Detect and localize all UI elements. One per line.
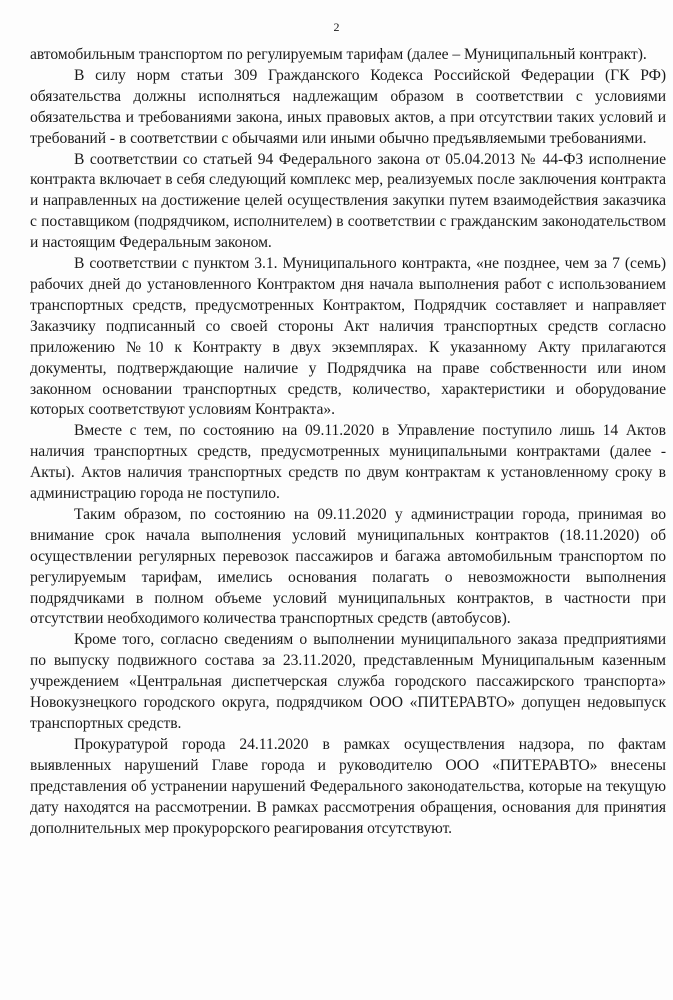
paragraph-dispatch-service: Кроме того, согласно сведениям о выполнении муниципального заказа предприятиями по выпуску подвижного состава за 23.11.2020, представленным Муниципальным казенным учреждением «Центральная диспетчерская служба городского пассажирского транспорта» Новокузнецкого городского округа, подрядчиком ООО «ПИТЕРАВТО» допущен недовыпуск транспортных средств. — [30, 631, 666, 732]
paragraph-conclusion: Таким образом, по состоянию на 09.11.2020 у администрации города, принимая во внимание срок начала выполнения условий муниципальных контрактов (18.11.2020) об осуществлении регулярных перевозок пассажиров и багажа автомобильным транспортом по регулируемым тарифам, имелись основания полагать о невозможности выполнения подрядчиками в полном объеме условий муниципальных контрактов, в частности при отсутствии необходимого количества транспортных средств (автобусов). — [30, 505, 666, 628]
paragraph-civil-code: В силу норм статьи 309 Гражданского Кодекса Российской Федерации (ГК РФ) обязательства должны исполняться надлежащим образом в соответствии с условиями обязательства и требованиями закона, иных правовых актов, а при отсутствии таких условий и требований - в соответствии с обычаями или иными обычно предъявляемыми требованиями. — [30, 66, 666, 147]
page-number: 2 — [333, 20, 340, 34]
paragraph-prosecutor-actions: Прокуратурой города 24.11.2020 в рамках осуществления надзора, по фактам выявленных нарушений Главе города и руководителю ООО «ПИТЕРАВТО» внесены представления об устранении нарушений Федерального законодательства, которые на текущую дату находятся на рассмотрении. В рамках рассмотрения обращения, основания для принятия дополнительных мер прокурорского реагирования отсутствуют. — [30, 735, 666, 837]
paragraph-continuation: автомобильным транспортом по регулируемым тарифам (далее – Муниципальный контракт). — [30, 46, 647, 63]
paragraph-acts-received: Вместе с тем, по состоянию на 09.11.2020 в Управление поступило лишь 14 Актов наличия транспортных средств, предусмотренных муниципальными контрактами (далее - Акты). Актов наличия транспортных средств по двум контрактам к установленному сроку в администрацию города не поступило. — [30, 422, 666, 503]
paragraph-contract-clause: В соответствии с пунктом 3.1. Муниципального контракта, «не позднее, чем за 7 (семь) рабочих дней до установленного Контрактом дня начала выполнения работ с использованием транспортных средств, предусмотренных Контрактом, Подрядчик составляет и направляет Заказчику подписанный со своей стороны Акт наличия транспортных средств согласно приложению №10 к Контракту в двух экземплярах. К указанному Акту прилагаются документы, подтверждающие наличие у Подрядчика на праве собственности или ином законном основании транспортных средств, количество, характеристики и оборудование которых соответствуют условиям Контракта». — [30, 255, 666, 419]
document-body — [30, 45, 666, 839]
paragraph-federal-law: В соответствии со статьей 94 Федерального закона от 05.04.2013 № 44-ФЗ исполнение контракта включает в себя следующий комплекс мер, реализуемых после заключения контракта и направленных на достижение целей осуществления закупки путем взаимодействия заказчика с поставщиком (подрядчиком, исполнителем) в соответствии с гражданским законодательством и настоящим Федеральным законом. — [30, 150, 666, 252]
